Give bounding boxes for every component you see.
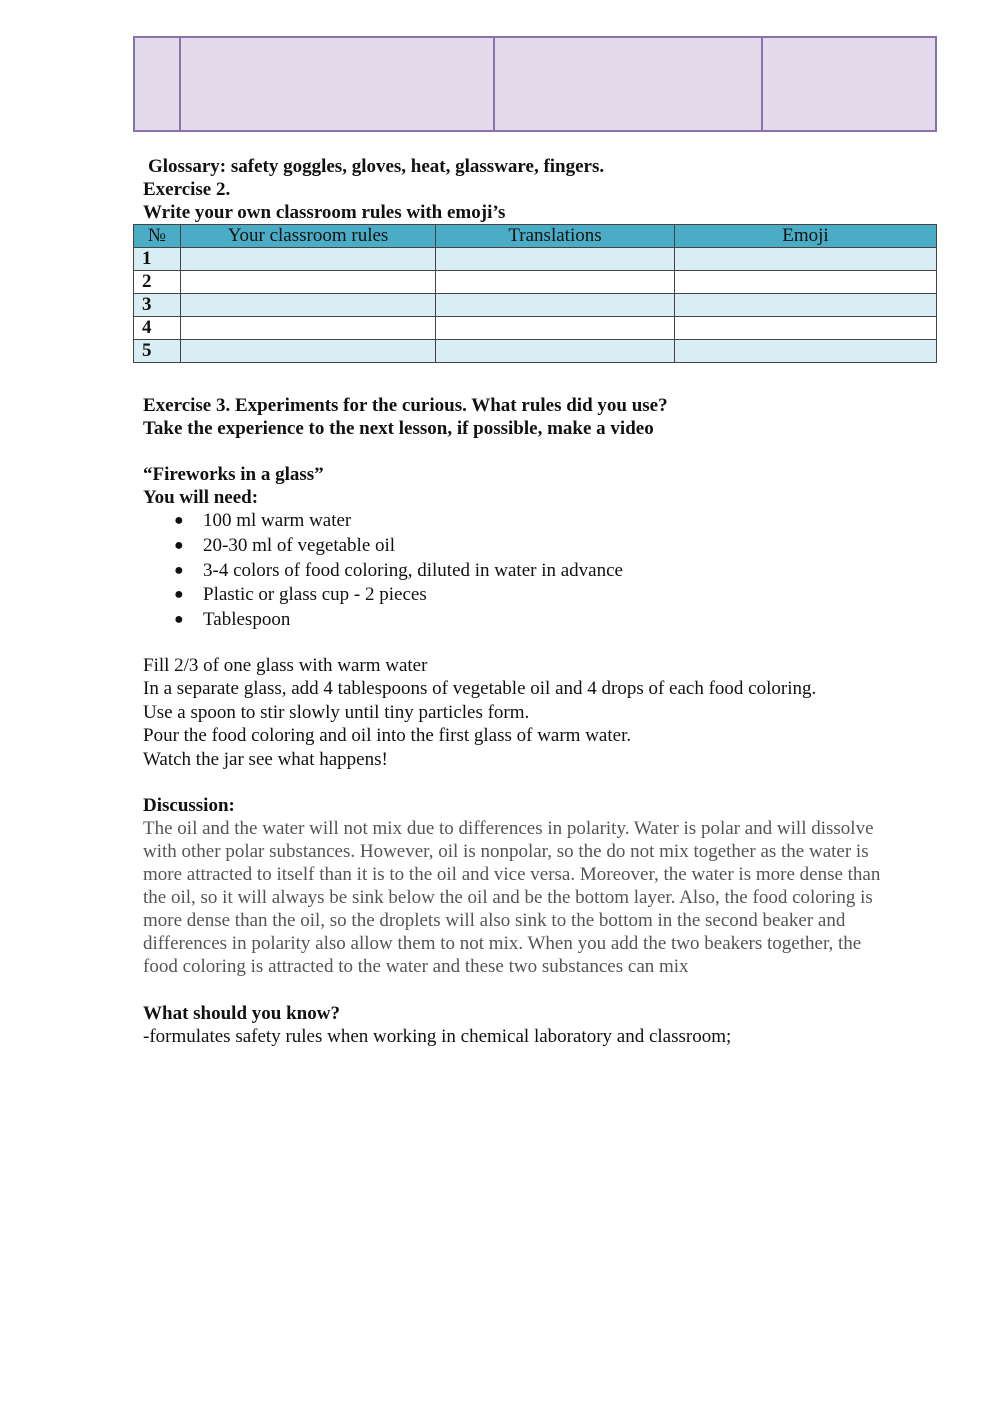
row-number: 5 xyxy=(134,340,181,363)
translation-cell[interactable] xyxy=(436,294,675,317)
discussion-text xyxy=(143,817,943,978)
step-line: Fill 2/3 of one glass with warm water xyxy=(143,655,428,676)
translation-cell[interactable] xyxy=(436,317,675,340)
row-number: 2 xyxy=(134,271,181,294)
material-text: 100 ml warm water xyxy=(203,510,352,531)
header-emoji: Emoji xyxy=(675,225,937,248)
list-item xyxy=(174,608,623,633)
material-text: 3-4 colors of food coloring, diluted in water in advance xyxy=(203,559,623,581)
exercise3-subtitle: Take the experience to the next lesson, if possible, make a video xyxy=(143,418,654,439)
experiment-title: “Fireworks in a glass” xyxy=(143,464,324,485)
rule-cell[interactable] xyxy=(181,294,436,317)
step-line: Use a spoon to stir slowly until tiny particles form. xyxy=(143,701,530,723)
bullet-icon: ● xyxy=(174,561,184,579)
top-table-cell xyxy=(494,37,762,131)
translation-cell[interactable] xyxy=(436,340,675,363)
discussion-line: food coloring is attracted to the water and these two substances can mix xyxy=(143,956,689,977)
instruction-steps xyxy=(143,654,816,771)
translation-cell[interactable] xyxy=(436,248,675,271)
materials-list xyxy=(143,509,623,633)
rule-cell[interactable] xyxy=(181,271,436,294)
need-label: You will need: xyxy=(143,487,259,508)
exercise2-instruction: Write your own classroom rules with emoji’s xyxy=(143,202,506,223)
step-line: Watch the jar see what happens! xyxy=(143,748,388,770)
table-header-row xyxy=(134,225,937,248)
list-item xyxy=(174,559,623,584)
discussion-line: more dense than the oil, so the droplets will also sink to the bottom in the second beaker and xyxy=(143,910,846,931)
discussion-label: Discussion: xyxy=(143,795,235,816)
top-table-cell xyxy=(134,37,180,131)
discussion-line: differences in polarity also allow them to not mix. When you add the two beakers together, the xyxy=(143,933,862,954)
list-item xyxy=(174,509,623,534)
table-row xyxy=(134,317,937,340)
material-text: 20-30 ml of vegetable oil xyxy=(203,534,396,556)
table-row xyxy=(134,271,937,294)
header-translations: Translations xyxy=(436,225,675,248)
discussion-line: the oil, so it will always be sink below the oil and be the bottom layer. Also, the food coloring is xyxy=(143,887,873,908)
emoji-cell[interactable] xyxy=(675,248,937,271)
bullet-icon: ● xyxy=(174,512,184,529)
bullet-icon: ● xyxy=(174,611,184,629)
list-item xyxy=(174,583,623,608)
classroom-rules-table xyxy=(133,224,937,363)
rule-cell[interactable] xyxy=(181,317,436,340)
rule-cell[interactable] xyxy=(181,340,436,363)
step-line: Pour the food coloring and oil into the first glass of warm water. xyxy=(143,725,632,747)
table-row xyxy=(134,294,937,317)
translation-cell[interactable] xyxy=(436,271,675,294)
emoji-cell[interactable] xyxy=(675,294,937,317)
material-text: Plastic or glass cup - 2 pieces xyxy=(203,584,427,606)
top-table-row xyxy=(134,37,936,131)
know-text: -formulates safety rules when working in chemical laboratory and classroom; xyxy=(143,1026,732,1047)
table-row xyxy=(134,340,937,363)
header-number: № xyxy=(134,225,181,248)
table-row xyxy=(134,248,937,271)
exercise3-title: Exercise 3. Experiments for the curious. What rules did you use? xyxy=(143,395,668,416)
step-line: In a separate glass, add 4 tablespoons of vegetable oil and 4 drops of each food coloring. xyxy=(143,678,817,700)
discussion-line: with other polar substances. However, oil is nonpolar, so the do not mix together as the water is xyxy=(143,841,869,862)
row-number: 4 xyxy=(134,317,181,340)
top-table xyxy=(133,36,937,132)
material-text: Tablespoon xyxy=(203,609,291,631)
top-table-cell xyxy=(180,37,494,131)
emoji-cell[interactable] xyxy=(675,340,937,363)
discussion-line: The oil and the water will not mix due to differences in polarity. Water is polar and will dissolve xyxy=(143,818,874,839)
discussion-line: more attracted to itself than it is to the oil and vice versa. Moreover, the water is more dense than xyxy=(143,864,881,885)
header-rules: Your classroom rules xyxy=(181,225,436,248)
know-label: What should you know? xyxy=(143,1003,340,1024)
emoji-cell[interactable] xyxy=(675,271,937,294)
row-number: 3 xyxy=(134,294,181,317)
row-number: 1 xyxy=(134,248,181,271)
rule-cell[interactable] xyxy=(181,248,436,271)
glossary-line: Glossary: safety goggles, gloves, heat, glassware, fingers. xyxy=(148,156,605,177)
list-item xyxy=(174,534,623,559)
emoji-cell[interactable] xyxy=(675,317,937,340)
exercise2-title: Exercise 2. xyxy=(143,179,231,200)
bullet-icon: ● xyxy=(174,586,184,604)
top-table-cell xyxy=(762,37,936,131)
bullet-icon: ● xyxy=(174,536,184,554)
